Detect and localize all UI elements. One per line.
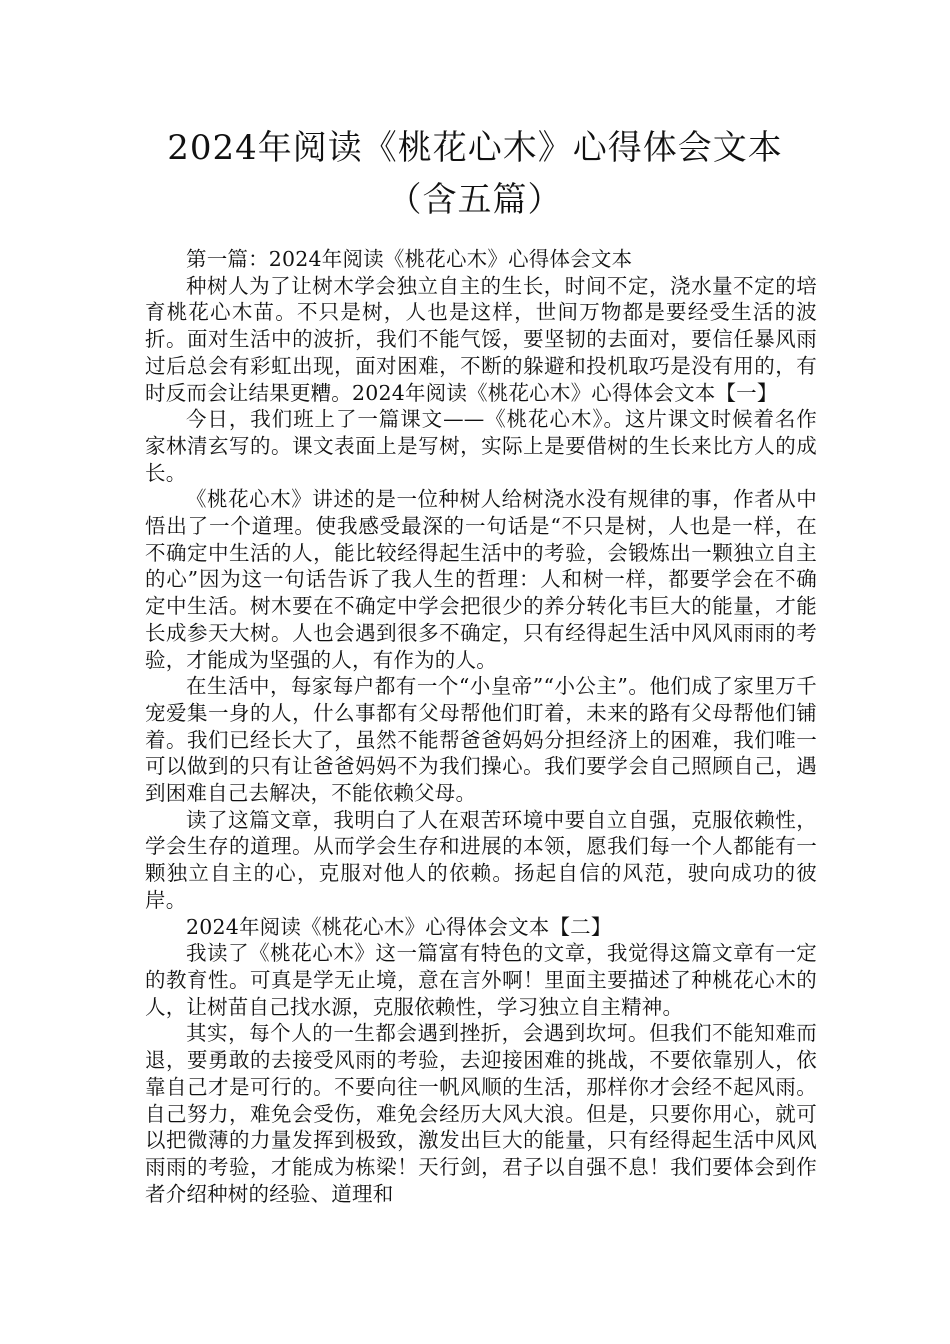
section-heading-1: 第一篇：2024年阅读《桃花心木》心得体会文本 [186,247,633,271]
body-paragraph: 《桃花心木》讲述的是一位种树人给树浇水没有规律的事，作者从中悟出了一个道理。使我感受最深的一句话是“不只是树，人也是一样，在不确定中生活的人，能比较经得起生活中的考验，会锻炼出一颗独立自主的心”因为这一句话告诉了我人生的哲理：人和树一样，都要学会在不确定中生活。树木要在不确定中学会把很少的养分转化韦巨大的能量，才能长成参天大树。人也会遇到很多不确定，只有经得起生活中风风雨雨的考验，才能成为坚强的人，有作为的人。 [145,487,817,672]
body-paragraph: 读了这篇文章，我明白了人在艰苦环境中要自立自强，克服依赖性，学会生存的道理。从而学会生存和进展的本领，愿我们每一个人都能有一颗独立自主的心，克服对他人的依赖。扬起自信的风范，驶向成功的彼岸。 [145,807,817,912]
body-paragraph: 今日，我们班上了一篇课文——《桃花心木》。这片课文时候着名作家林清玄写的。课文表面上是写树，实际上是要借树的生长来比方人的成长。 [145,407,817,485]
body-paragraph: 其实，每个人的一生都会遇到挫折，会遇到坎坷。但我们不能知难而退，要勇敢的去接受风雨的考验，去迎接困难的挑战，不要依靠别人，依靠自己才是可行的。不要向往一帆风顺的生活，那样你才会经不起风雨。自己努力，难免会受伤，难免会经历大风大浪。但是，只要你用心，就可以把微薄的力量发挥到极致，激发出巨大的能量，只有经得起生活中风风雨雨的考验，才能成为栋梁！天行剑，君子以自强不息！我们要体会到作者介绍种树的经验、道理和 [145,1021,817,1206]
section-heading-2: 2024年阅读《桃花心木》心得体会文本【二】 [186,914,612,939]
body-paragraph: 我读了《桃花心木》这一篇富有特色的文章，我觉得这篇文章有一定的教育性。可真是学无止境，意在言外啊！里面主要描述了种桃花心木的人，让树苗自己找水源，克服依赖性，学习独立自主精神。 [145,941,817,1019]
title-line-2: （含五篇） [387,180,563,220]
body-paragraph: 种树人为了让树木学会独立自主的生长，时间不定，浇水量不定的培育桃花心木苗。不只是树，人也是这样，世间万物都是要经受生活的波折。面对生活中的波折，我们不能气馁，要坚韧的去面对，要信任暴风雨过后总会有彩虹出现，面对困难，不断的躲避和投机取巧是没有用的，有时反而会让结果更糟。2024年阅读《桃花心木》心得体会文本【一】 [145,273,817,405]
title-line-1: 2024年阅读《桃花心木》心得体会文本 [167,128,783,168]
body-paragraph: 在生活中，每家每户都有一个“小皇帝”“小公主”。他们成了家里万千宠爱集一身的人，什么事都有父母帮他们盯着，未来的路有父母帮他们铺着。我们已经长大了，虽然不能帮爸爸妈妈分担经济上的困难，我们唯一可以做到的只有让爸爸妈妈不为我们操心。我们要学会自己照顾自己，遇到困难自己去解决，不能依赖父母。 [145,674,817,806]
document-body [145,246,817,1207]
document-title [120,122,830,226]
